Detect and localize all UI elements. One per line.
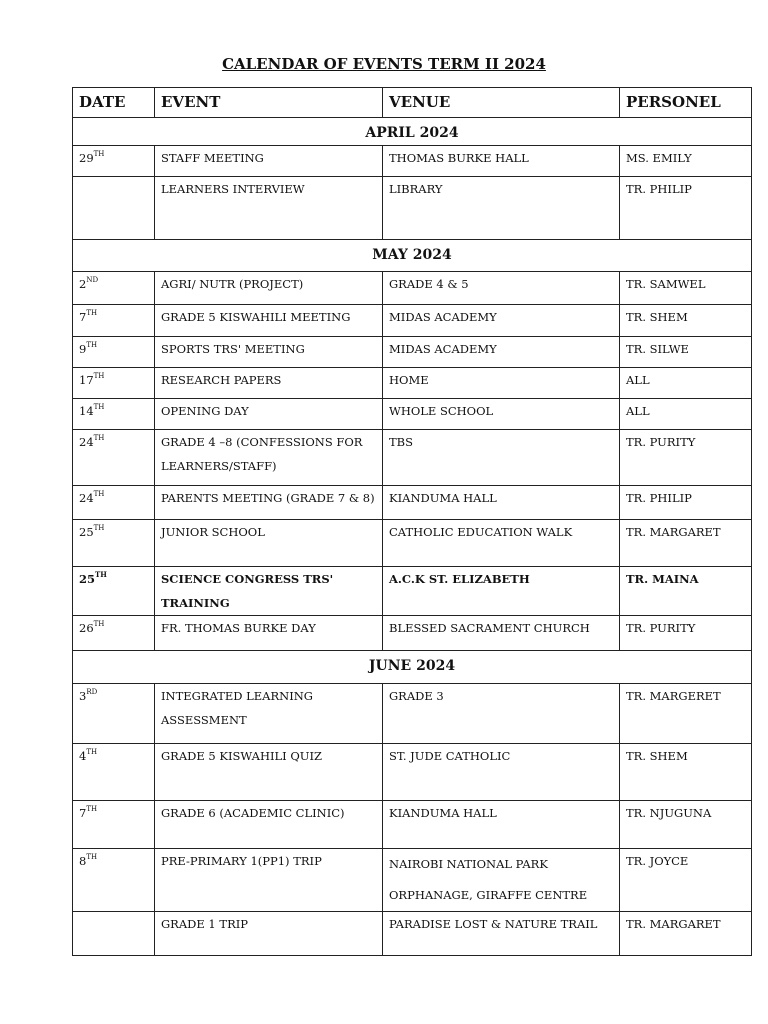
document-title: CALENDAR OF EVENTS TERM II 2024 (222, 55, 546, 73)
personnel-cell: TR. JOYCE (620, 849, 752, 912)
venue-cell: MIDAS ACADEMY (383, 337, 620, 368)
date-cell: 7TH (73, 305, 155, 337)
venue-cell: CATHOLIC EDUCATION WALK (383, 520, 620, 567)
personnel-cell: TR. SILWE (620, 337, 752, 368)
date-cell: 4TH (73, 744, 155, 801)
venue-cell: GRADE 3 (383, 684, 620, 744)
date-cell: 24TH (73, 486, 155, 520)
personnel-cell: TR. NJUGUNA (620, 801, 752, 849)
personnel-cell: TR. SAMWEL (620, 272, 752, 305)
event-cell: GRADE 6 (ACADEMIC CLINIC) (155, 801, 383, 849)
date-cell: 2ND (73, 272, 155, 305)
venue-cell: TBS (383, 430, 620, 486)
personnel-cell: TR. PHILIP (620, 177, 752, 240)
personnel-cell: TR. PHILIP (620, 486, 752, 520)
event-cell: SCIENCE CONGRESS TRS' TRAINING (155, 567, 383, 616)
personnel-cell: TR. MARGARET (620, 912, 752, 956)
table-row (73, 272, 752, 305)
event-cell: SPORTS TRS' MEETING (155, 337, 383, 368)
table-row (73, 177, 752, 240)
date-cell: 9TH (73, 337, 155, 368)
table-row (73, 744, 752, 801)
event-cell: JUNIOR SCHOOL (155, 520, 383, 567)
venue-cell: ST. JUDE CATHOLIC (383, 744, 620, 801)
venue-cell: NAIROBI NATIONAL PARK ORPHANAGE, GIRAFFE CENTRE (383, 849, 620, 912)
table-row (73, 520, 752, 567)
month-heading-june: JUNE 2024 (73, 651, 752, 684)
month-heading-may: MAY 2024 (73, 240, 752, 272)
calendar-table (72, 87, 752, 956)
date-cell: 7TH (73, 801, 155, 849)
event-cell: INTEGRATED LEARNING ASSESSMENT (155, 684, 383, 744)
date-cell: 8TH (73, 849, 155, 912)
date-cell (73, 912, 155, 956)
table-row (73, 399, 752, 430)
table-row (73, 616, 752, 651)
event-cell: PRE-PRIMARY 1(PP1) TRIP (155, 849, 383, 912)
date-cell: 26TH (73, 616, 155, 651)
venue-cell: MIDAS ACADEMY (383, 305, 620, 337)
event-cell: FR. THOMAS BURKE DAY (155, 616, 383, 651)
personnel-cell: MS. EMILY (620, 146, 752, 177)
header-personnel: PERSONEL (620, 88, 752, 118)
event-cell: GRADE 4 –8 (CONFESSIONS FOR LEARNERS/STAFF) (155, 430, 383, 486)
venue-cell: BLESSED SACRAMENT CHURCH (383, 616, 620, 651)
event-cell: PARENTS MEETING (GRADE 7 & 8) (155, 486, 383, 520)
venue-cell: THOMAS BURKE HALL (383, 146, 620, 177)
event-cell: AGRI/ NUTR (PROJECT) (155, 272, 383, 305)
table-row (73, 567, 752, 616)
date-cell: 29TH (73, 146, 155, 177)
table-row (73, 486, 752, 520)
venue-cell: KIANDUMA HALL (383, 486, 620, 520)
personnel-cell: TR. MAINA (620, 567, 752, 616)
venue-cell: LIBRARY (383, 177, 620, 240)
date-cell: 14TH (73, 399, 155, 430)
personnel-cell: TR. MARGARET (620, 520, 752, 567)
table-row (73, 368, 752, 399)
month-heading-april: APRIL 2024 (73, 118, 752, 146)
table-row (73, 684, 752, 744)
event-cell: GRADE 5 KISWAHILI QUIZ (155, 744, 383, 801)
venue-cell: WHOLE SCHOOL (383, 399, 620, 430)
personnel-cell: ALL (620, 399, 752, 430)
date-cell: 24TH (73, 430, 155, 486)
date-cell: 3RD (73, 684, 155, 744)
personnel-cell: TR. PURITY (620, 430, 752, 486)
date-cell: 25TH (73, 567, 155, 616)
event-cell: GRADE 1 TRIP (155, 912, 383, 956)
header-date: DATE (73, 88, 155, 118)
date-cell (73, 177, 155, 240)
event-cell: RESEARCH PAPERS (155, 368, 383, 399)
personnel-cell: TR. SHEM (620, 305, 752, 337)
table-row (73, 146, 752, 177)
date-cell: 25TH (73, 520, 155, 567)
header-row (73, 88, 752, 118)
personnel-cell: TR. MARGERET (620, 684, 752, 744)
table-row (73, 430, 752, 486)
personnel-cell: TR. SHEM (620, 744, 752, 801)
table-row (73, 849, 752, 912)
header-event: EVENT (155, 88, 383, 118)
venue-cell: HOME (383, 368, 620, 399)
event-cell: GRADE 5 KISWAHILI MEETING (155, 305, 383, 337)
venue-cell: PARADISE LOST & NATURE TRAIL (383, 912, 620, 956)
table-row (73, 305, 752, 337)
table-row (73, 801, 752, 849)
venue-cell: A.C.K ST. ELIZABETH (383, 567, 620, 616)
personnel-cell: ALL (620, 368, 752, 399)
event-cell: LEARNERS INTERVIEW (155, 177, 383, 240)
header-venue: VENUE (383, 88, 620, 118)
event-cell: OPENING DAY (155, 399, 383, 430)
personnel-cell: TR. PURITY (620, 616, 752, 651)
table-row (73, 912, 752, 956)
table-row (73, 337, 752, 368)
event-cell: STAFF MEETING (155, 146, 383, 177)
date-cell: 17TH (73, 368, 155, 399)
venue-cell: GRADE 4 & 5 (383, 272, 620, 305)
venue-cell: KIANDUMA HALL (383, 801, 620, 849)
